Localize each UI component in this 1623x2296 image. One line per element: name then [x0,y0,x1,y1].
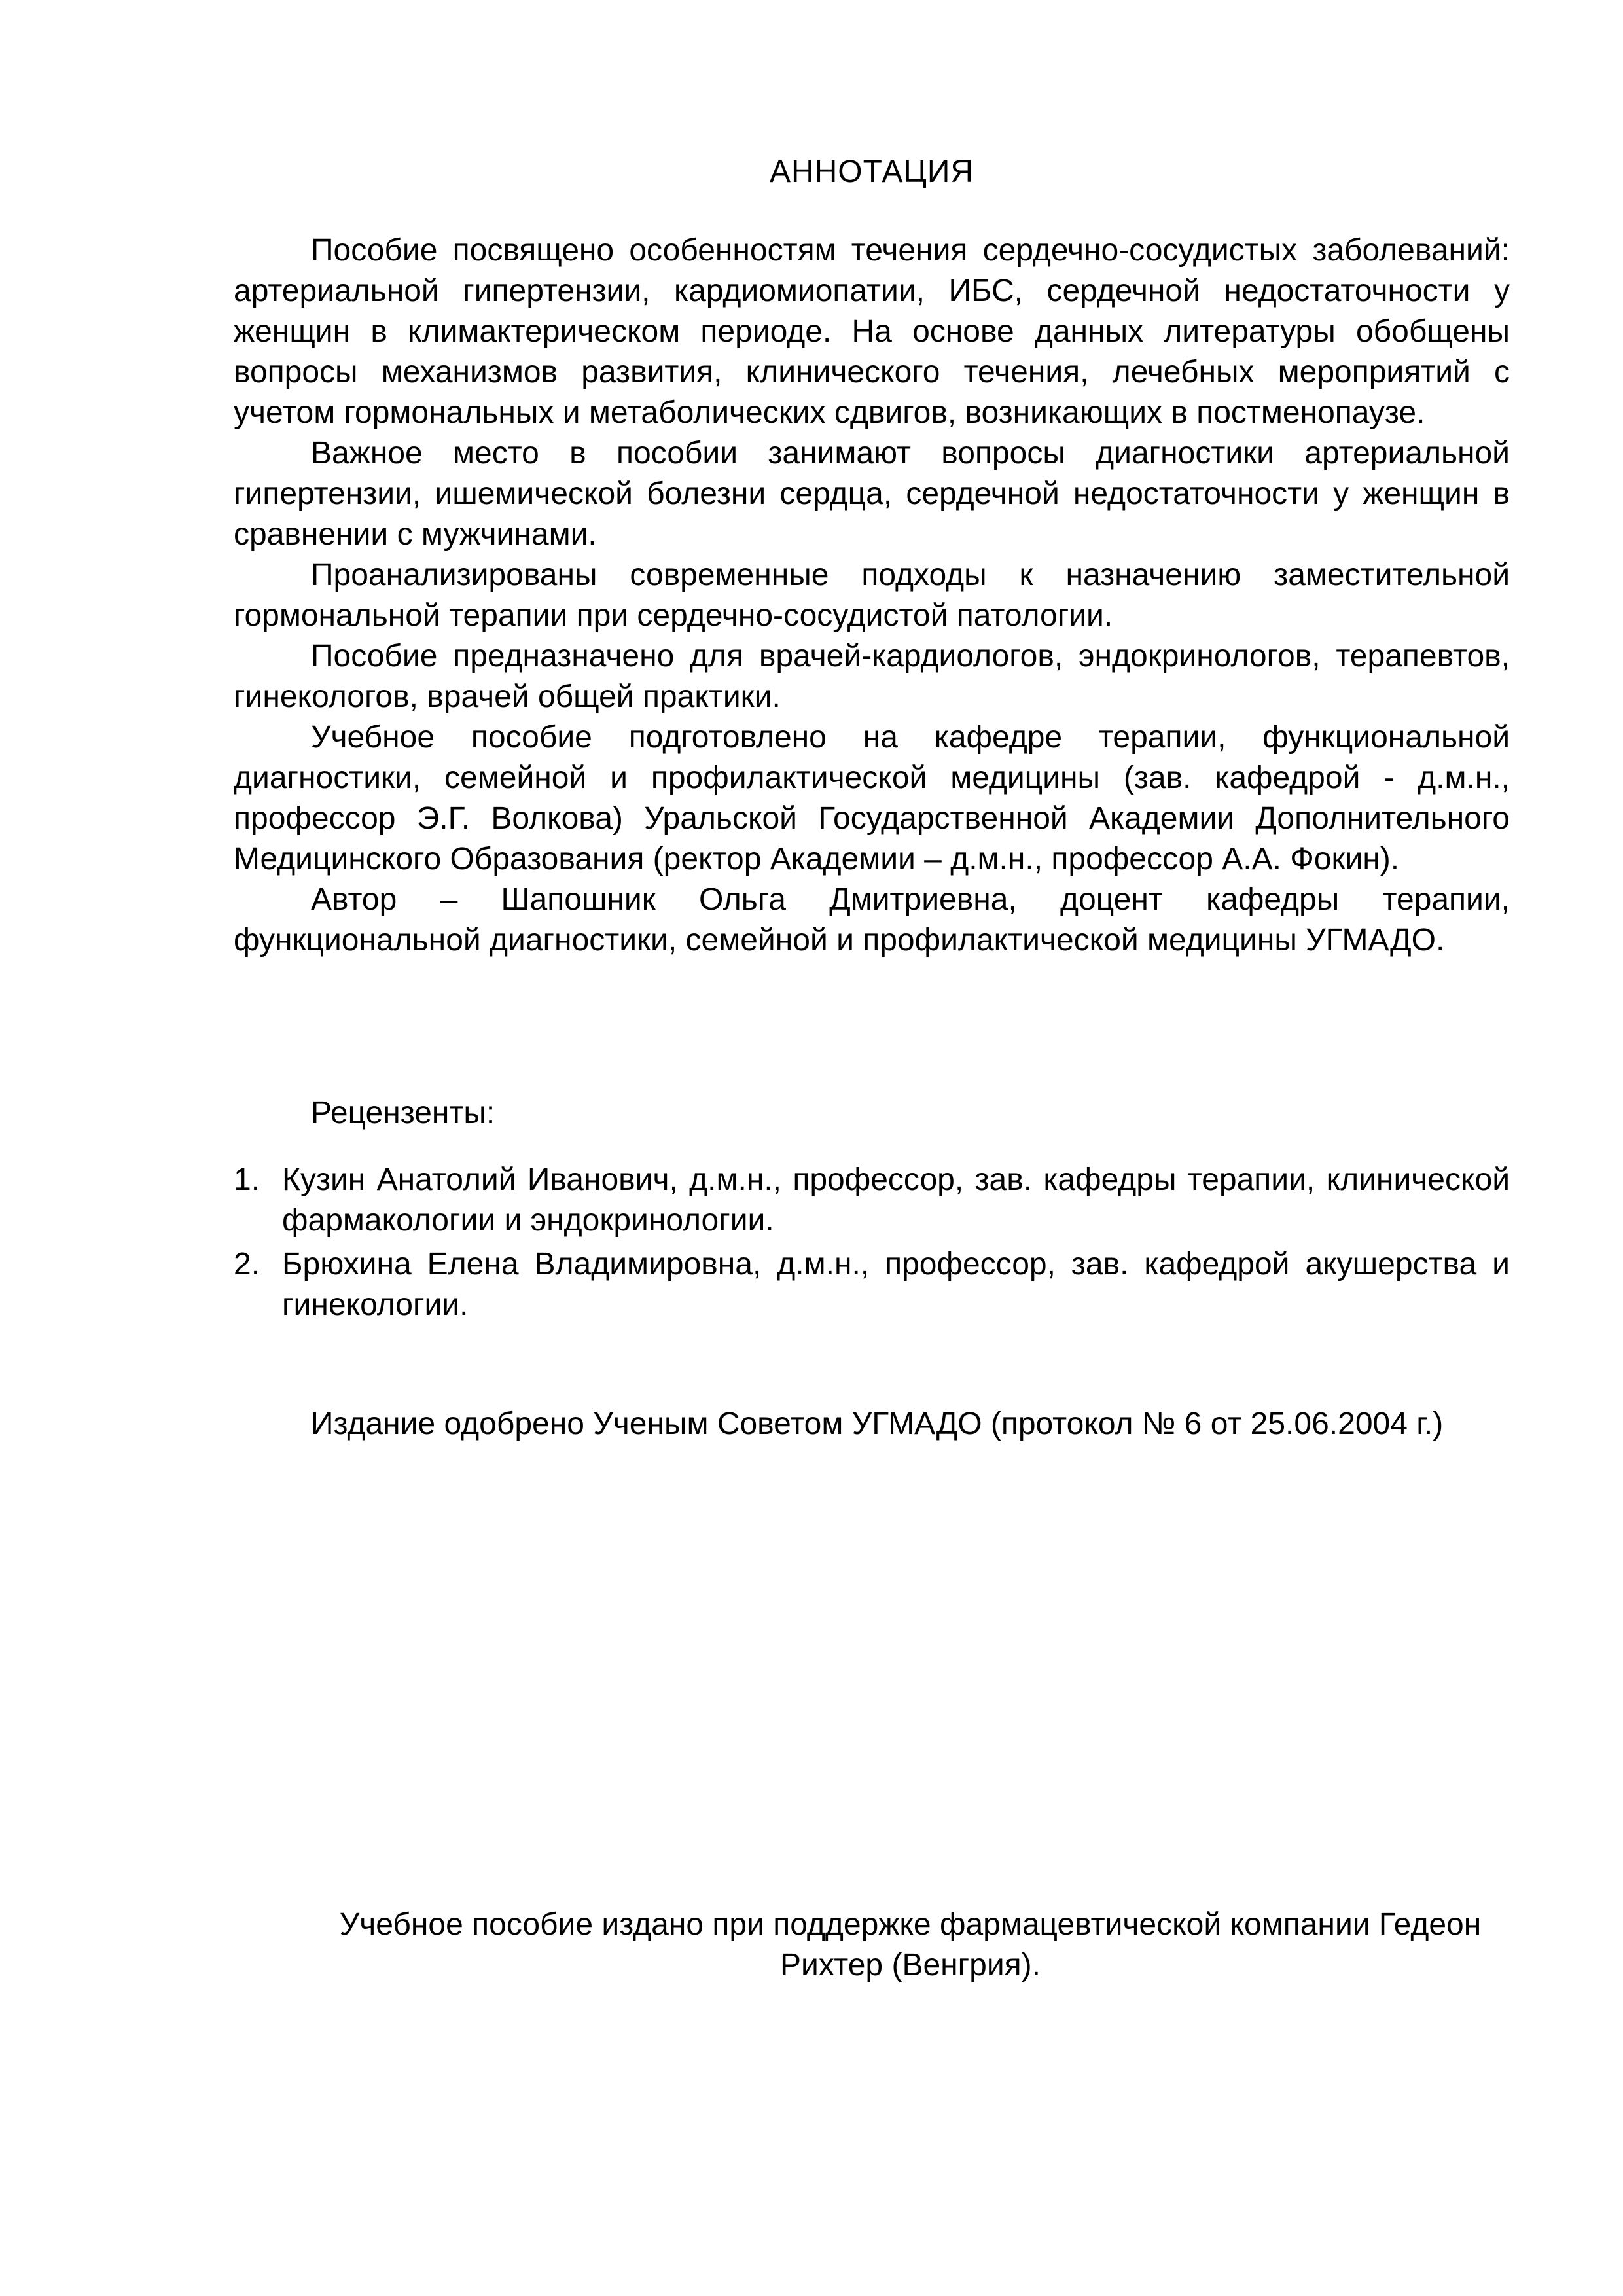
reviewer-text: Кузин Анатолий Иванович, д.м.н., профессор, зав. кафедры терапии, клинической фармакологии и эндокринологии. [282,1162,1510,1238]
annotation-paragraph: Пособие предназначено для врачей-кардиологов, эндокринологов, терапевтов, гинекологов, врачей общей практики. [234,639,1510,714]
sponsor-line: Учебное пособие издано при поддержке фармацевтической компании Гедеон [339,1907,1482,1942]
annotation-paragraph: Учебное пособие подготовлено на кафедре терапии, функциональной диагностики, семейной и профилактической медицины (зав. кафедрой - д.м.н., профессор Э.Г. Волкова) Уральской Государственной Академии Дополнительного Медицинского Образования (ректор Академии – д.м.н., профессор А.А. Фокин). [234,720,1510,876]
reviewer-number: 1. [234,1162,260,1197]
sponsor-note [311,1905,1510,1986]
annotation-paragraph: Важное место в пособии занимают вопросы диагностики артериальной гипертензии, ишемической болезни сердца, сердечной недостаточности у женщин в сравнении с мужчинами. [234,436,1510,552]
reviewer-text: Брюхина Елена Владимировна, д.м.н., профессор, зав. кафедрой акушерства и гинекологии. [282,1247,1510,1322]
reviewer-item [234,1244,1510,1325]
reviewer-number: 2. [234,1247,260,1282]
annotation-paragraph: Автор – Шапошник Ольга Дмитриевна, доцент кафедры терапии, функциональной диагностики, семейной и профилактической медицины УГМАДО. [234,882,1510,958]
page-title: АННОТАЦИЯ [769,154,974,189]
reviewer-item [234,1160,1510,1241]
annotation-paragraph: Пособие посвящено особенностям течения сердечно-сосудистых заболеваний: артериальной гипертензии, кардиомиопатии, ИБС, сердечной недостаточности у женщин в климактерическом периоде. На основе данных литературы обобщены вопросы механизмов развития, клинического течения, лечебных мероприятий с учетом гормональных и метаболических сдвигов, возникающих в постменопаузе. [234,233,1510,430]
reviewers-heading: Рецензенты: [311,1096,495,1130]
approval-note: Издание одобрено Ученым Советом УГМАДО (протокол № 6 от 25.06.2004 г.) [311,1407,1444,1441]
sponsor-line: Рихтер (Венгрия). [780,1948,1041,1982]
reviewers-list [234,1160,1510,1329]
annotation-body [234,230,1510,961]
annotation-paragraph: Проанализированы современные подходы к назначению заместительной гормональной терапии при сердечно-сосудистой патологии. [234,558,1510,633]
